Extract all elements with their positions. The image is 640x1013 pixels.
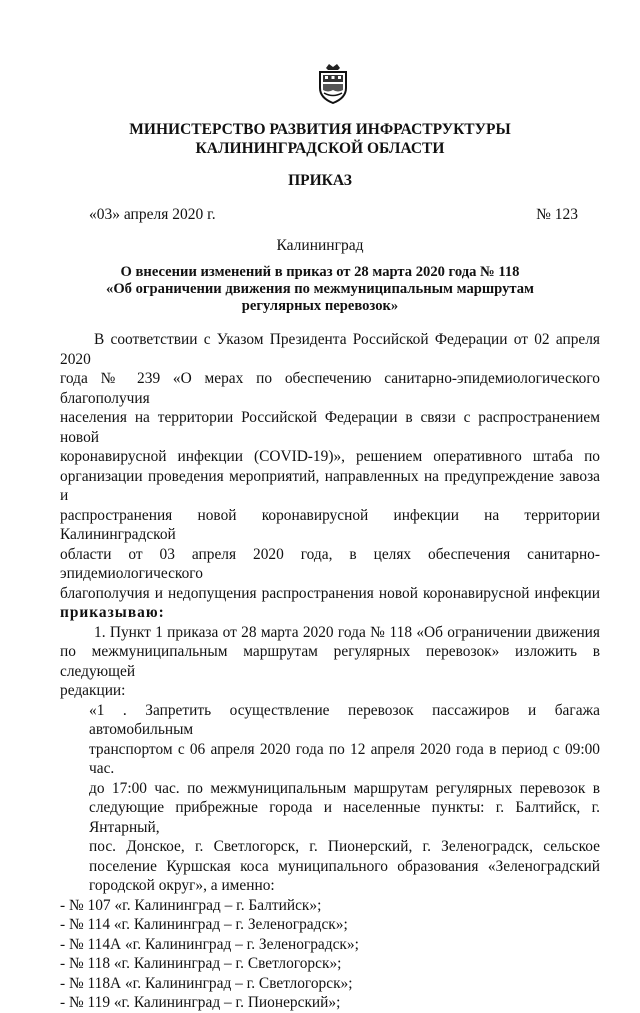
quoted-line: до 17:00 час. по межмуниципальным маршрутам регулярных перевозок в [89,779,600,797]
quoted-line: городской округ», а именно: [89,877,275,894]
preamble-line: года № 239 «О мерах по обеспечению санитарно-эпидемиологического благополучия [60,370,600,407]
order-subject [0,264,640,315]
coat-of-arms-icon [316,62,350,104]
quoted-line: пос. Донское, г. Светлогорск, г. Пионерский, г. Зеленоградск, сельское [89,838,600,855]
quoted-block [60,740,600,896]
quoted-line: следующие прибрежные города и населенные пункты: г. Балтийск, г. Янтарный, [89,799,600,836]
city-name: Калининград [276,237,364,254]
order-number: № 123 [536,206,578,223]
document-body [60,330,600,1013]
item-1-line: редакции: [60,682,126,699]
item-1-paragraph [60,623,600,701]
quoted-paragraph [60,701,600,896]
preamble-line: благополучия и недопущения распространения новой коронавирусной инфекции [60,584,600,602]
preamble-line: В соответствии с Указом Президента Российской Федерации от 02 апреля 2020 [60,331,600,368]
preamble-line: коронавирусной инфекции (COVID-19)», решением оперативного штаба по [60,448,600,465]
item-1-line: 1. Пункт 1 приказа от 28 марта 2020 года № 118 «Об ограничении движения [94,623,600,641]
quoted-line: транспортом с 06 апреля 2020 года по 12 апреля 2020 года в период с 09:00 час. [89,740,600,777]
order-title: ПРИКАЗ [288,172,352,189]
list-item: - № 118А «г. Калининград – г. Светлогорск»; [60,974,353,992]
subject-line-3: регулярных перевозок» [241,298,399,314]
order-date: «03» апреля 2020 г. [89,206,216,223]
list-item: - № 107 «г. Калининград – г. Балтийск»; [60,896,322,914]
item-1-line: по межмуниципальным маршрутам регулярных перевозок» изложить в следующей [60,643,600,680]
preamble-paragraph [60,330,600,623]
list-item: - № 119 «г. Калининград – г. Пионерский»; [60,994,341,1011]
list-item: - № 118 «г. Калининград – г. Светлогорск»; [60,955,342,972]
preamble-line: распространения новой коронавирусной инфекции на территории Калининградской [60,506,600,543]
preamble-line: организации проведения мероприятий, направленных на предупреждение завоза и [60,467,600,504]
ministry-name [0,120,640,158]
subject-line-2: «Об ограничении движения по межмуниципальным маршрутам [106,281,534,297]
preamble-line: населения на территории Российской Федерации в связи с распространением новой [60,409,600,446]
quoted-first-line: «1 . Запретить осуществление перевозок пассажиров и багажа автомобильным [89,701,600,738]
decree-word: приказываю: [60,604,165,621]
list-item: - № 114А «г. Калининград – г. Зеленоградск»; [60,935,359,953]
list-item: - № 114 «г. Калининград – г. Зеленоградск»; [60,916,348,933]
routes-list [60,896,600,1013]
preamble-line: области от 03 апреля 2020 года, в целях обеспечения санитарно-эпидемиологического [60,545,600,582]
subject-line-1: О внесении изменений в приказ от 28 марта 2020 года № 118 [120,264,520,280]
ministry-line-2: КАЛИНИНГРАДСКОЙ ОБЛАСТИ [195,140,445,157]
ministry-line-1: МИНИСТЕРСТВО РАЗВИТИЯ ИНФРАСТРУКТУРЫ [129,121,511,138]
quoted-line: поселение Куршская коса муниципального образования «Зеленоградский [89,857,600,875]
